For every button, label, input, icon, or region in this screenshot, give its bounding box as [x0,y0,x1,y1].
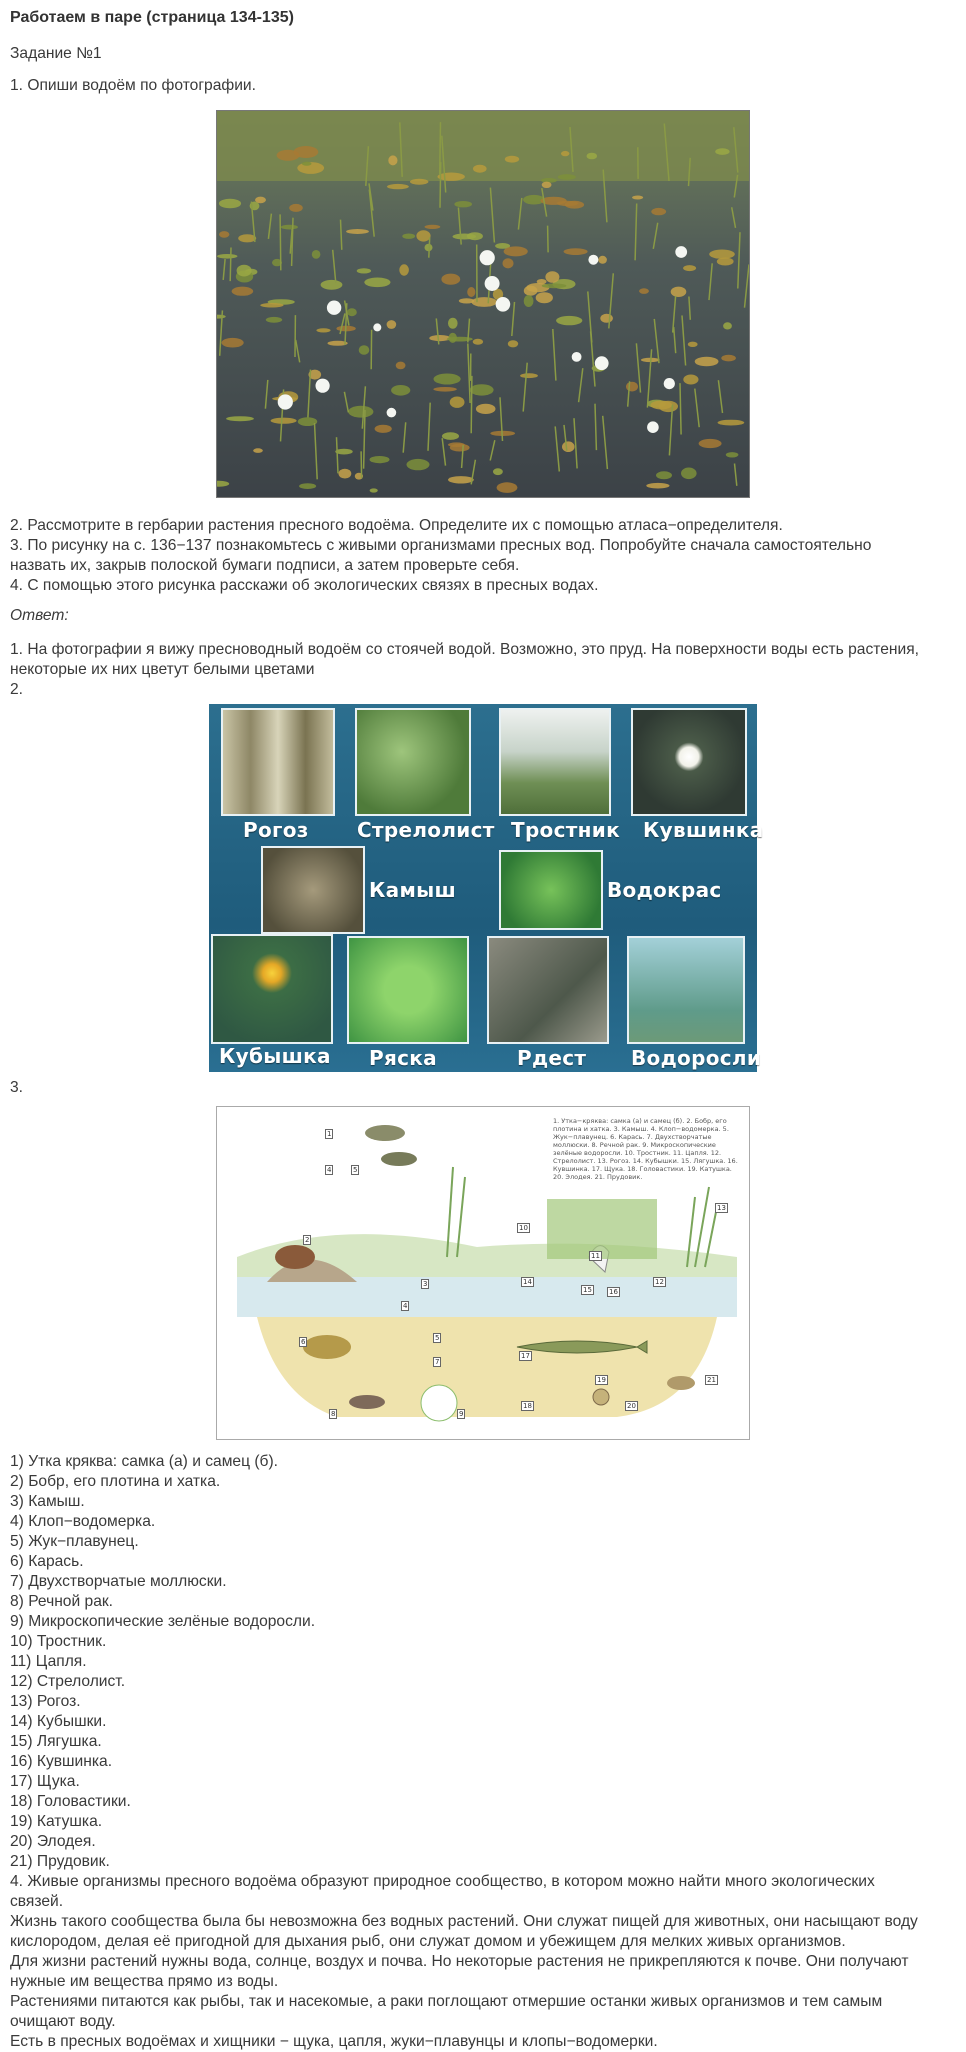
organism-list-item: 8) Речной рак. [10,1592,956,1612]
diagram-legend: 1. Утка−кряква: самка (а) и самец (б). 2. Бобр, его плотина и хатка. 3. Камыш. 4. Клоп−водомерка. 5. Жук−плавунец. 6. Карась. 7. Двухстворчатые моллюски. 8. Речной рак. 9. Микроскопические зелёные водоросли. 10. Тростник. 11. Цапля. 12. Стрелолист. 13. Рогоз. 14. Кубышки. 15. Лягушка. 16. Кувшинка. 17. Щука. 18. Головастики. 19. Катушка. 20. Элодея. 21. Прудовик. [553,1117,739,1181]
organism-list-item: 12) Стрелолист. [10,1672,956,1692]
diagram-number: 8 [329,1409,337,1419]
diagram-number: 1 [325,1129,333,1139]
pond-ecosystem-diagram [216,1106,750,1440]
plant-label-rdest: Рдест [517,1048,586,1068]
diagram-number: 7 [433,1357,441,1367]
pond-photo [216,110,750,498]
plant-label-trostnik: Тростник [511,820,620,840]
organism-list-item: 5) Жук−плавунец. [10,1532,956,1552]
organism-list-item: 18) Головастики. [10,1792,956,1812]
plant-label-ryaska: Ряска [369,1048,437,1068]
organism-list-item: 14) Кубышки. [10,1712,956,1732]
organism-list-item: 17) Щука. [10,1772,956,1792]
organism-list-item: 16) Кувшинка. [10,1752,956,1772]
diagram-number: 20 [625,1401,638,1411]
answer-label: Ответ: [10,606,956,626]
plant-photo-kamysh [261,846,365,934]
diagram-number: 4 [325,1165,333,1175]
organism-list-item: 6) Карась. [10,1552,956,1572]
answer-4-line: Жизнь такого сообщества была бы невозможна без водных растений. Они служат пищей для животных, они насыщают воду [10,1912,956,1932]
diagram-number: 6 [299,1337,307,1347]
diagram-number: 14 [521,1277,534,1287]
answer-1-line-2: некоторые их них цветут белыми цветами [10,660,956,680]
plant-photo-kubyshka [211,934,333,1044]
diagram-number: 15 [581,1285,594,1295]
organism-list-item: 1) Утка кряква: самка (а) и самец (б). [10,1452,956,1472]
answer-4-line: очищают воду. [10,2012,956,2032]
page-title: Работаем в паре (страница 134-135) [10,8,956,28]
diagram-number: 12 [653,1277,666,1287]
organism-list-item: 20) Элодея. [10,1832,956,1852]
diagram-number: 17 [519,1351,532,1361]
diagram-number: 4 [401,1301,409,1311]
diagram-number: 5 [433,1333,441,1343]
diagram-number: 2 [303,1235,311,1245]
task-heading: Задание №1 [10,44,956,64]
plant-photo-kuvshinka [631,708,747,816]
organism-list-item: 11) Цапля. [10,1652,956,1672]
diagram-number: 21 [705,1375,718,1385]
answer-4-line: связей. [10,1892,956,1912]
organisms-list [10,1452,956,1872]
diagram-number: 3 [421,1279,429,1289]
organism-list-item: 2) Бобр, его плотина и хатка. [10,1472,956,1492]
plants-figure [209,704,757,1072]
organism-list-item: 4) Клоп−водомерка. [10,1512,956,1532]
organism-list-item: 7) Двухстворчатые моллюски. [10,1572,956,1592]
answer-4-text [10,1872,956,2052]
plant-photo-rdest [487,936,609,1044]
organism-list-item: 3) Камыш. [10,1492,956,1512]
diagram-number: 18 [521,1401,534,1411]
organism-list-item: 15) Лягушка. [10,1732,956,1752]
plant-photo-strelolist [355,708,471,816]
answer-1-line-1: 1. На фотографии я вижу пресноводный водоём со стоячей водой. Возможно, это пруд. На поверхности воды есть растения, [10,640,956,660]
answer-3-label: 3. [10,1078,956,1098]
plant-photo-vodorosli [627,936,745,1044]
answer-4-line: Есть в пресных водоёмах и хищники − щука, цапля, жуки−плавунцы и клопы−водомерки. [10,2032,956,2052]
organism-list-item: 19) Катушка. [10,1812,956,1832]
organism-list-item: 9) Микроскопические зелёные водоросли. [10,1612,956,1632]
plant-photo-rogoz [221,708,335,816]
question-2: 2. Рассмотрите в гербарии растения пресного водоёма. Определите их с помощью атласа−определителя. [10,516,956,536]
plant-label-vodorosli: Водоросли [631,1048,761,1068]
question-4: 4. С помощью этого рисунка расскажи об экологических связях в пресных водах. [10,576,956,596]
question-3-line-2: назвать их, закрыв полоской бумаги подписи, а затем проверьте себя. [10,556,956,576]
diagram-number: 19 [595,1375,608,1385]
plant-label-rogoz: Рогоз [243,820,309,840]
plant-label-kubyshka: Кубышка [219,1046,331,1066]
diagram-number: 10 [517,1223,530,1233]
question-3-line-1: 3. По рисунку на с. 136−137 познакомьтесь с живыми организмами пресных вод. Попробуйте сначала самостоятельно [10,536,956,556]
plant-photo-trostnik [499,708,611,816]
plant-photo-vodokras [499,850,603,930]
page-content [10,8,956,2052]
answer-4-line: Для жизни растений нужны вода, солнце, воздух и почва. Но некоторые растения не прикрепляются к почве. Они получают [10,1952,956,1972]
plant-label-vodokras: Водокрас [607,880,722,900]
diagram-number: 9 [457,1409,465,1419]
question-1: 1. Опиши водоём по фотографии. [10,76,956,96]
organism-list-item: 10) Тростник. [10,1632,956,1652]
diagram-number: 13 [715,1203,728,1213]
organism-list-item: 13) Рогоз. [10,1692,956,1712]
plant-label-strelolist: Стрелолист [357,820,495,840]
diagram-number: 16 [607,1287,620,1297]
answer-2-label: 2. [10,680,956,700]
organism-list-item: 21) Прудовик. [10,1852,956,1872]
plant-photo-ryaska [347,936,469,1044]
diagram-number: 5 [351,1165,359,1175]
answer-4-line: кислородом, делая её пригодной для дыхания рыб, они служат домом и убежищем для мелких живых организмов. [10,1932,956,1952]
diagram-number: 11 [589,1251,602,1261]
answer-4-line: нужные им вещества прямо из воды. [10,1972,956,1992]
answer-4-line: 4. Живые организмы пресного водоёма образуют природное сообщество, в котором можно найти много экологических [10,1872,956,1892]
plant-label-kamysh: Камыш [369,880,456,900]
plant-label-kuvshinka: Кувшинка [643,820,764,840]
answer-4-line: Растениями питаются как рыбы, так и насекомые, а раки поглощают отмершие останки живых организмов и тем самым [10,1992,956,2012]
